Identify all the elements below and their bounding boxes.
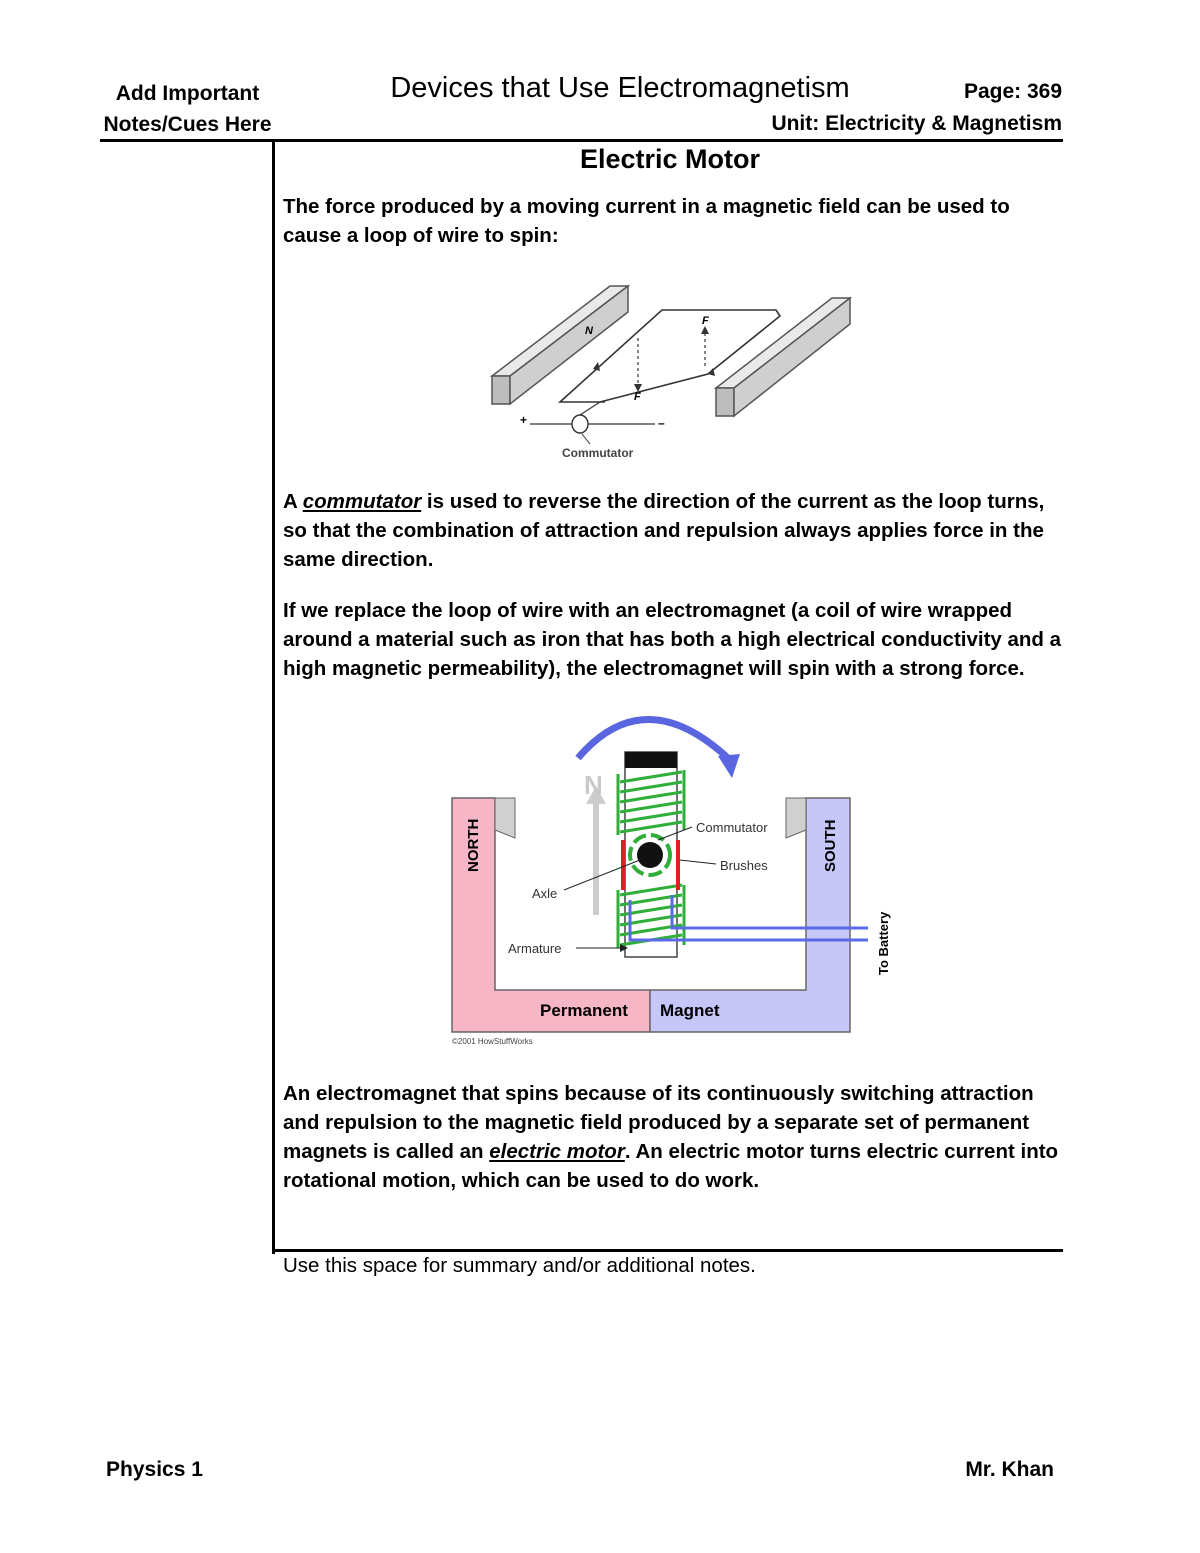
right-magnet-bar [716, 298, 850, 416]
motor-prefix: An electromagnet that spins because of its continuously switching attraction and repulsion to the magnetic field produced by a separate set of permanent magnets is called an [283, 1082, 1034, 1163]
north-label: NORTH [465, 818, 482, 872]
motor-rest: . An electric motor turns electric current into rotational motion, which can be used to do work. [283, 1140, 1059, 1192]
commutator-rest: is used to reverse the direction of the current as the loop turns, so that the combination of attraction and repulsion always applies force in the same direction. [283, 490, 1045, 571]
axle-label: Axle [532, 886, 558, 901]
force-label-bottom: F [634, 391, 641, 403]
field-n-label: N [584, 770, 603, 800]
commutator-prefix: A [283, 490, 303, 513]
footer-author: Mr. Khan [965, 1458, 1054, 1481]
motor-term: electric motor [489, 1140, 625, 1163]
electric-motor-diagram [440, 690, 900, 1055]
minus-terminal-label: – [658, 416, 665, 430]
paragraph-commutator [283, 487, 1068, 574]
page-number: Page: 369 [963, 80, 1062, 103]
permanent-label: Permanent [540, 1001, 628, 1020]
south-pole-shoe [786, 798, 806, 838]
commutator-ring [572, 415, 588, 433]
armature-label: Armature [508, 941, 562, 956]
cue-column-divider [272, 139, 275, 1254]
section-title: Electric Motor [579, 144, 761, 174]
axle [637, 842, 663, 868]
notes-cue-label-line1: Add Important [115, 82, 260, 105]
paragraph-force-loop: The force produced by a moving current in a magnetic field can be used to cause a loop of wire to spin: [283, 195, 1010, 247]
loop-wire-diagram [480, 276, 860, 466]
page-title: Devices that Use Electromagnetism [390, 72, 850, 104]
magnet-label: Magnet [660, 1001, 720, 1020]
force-label-top: F [702, 315, 709, 327]
brushes-label: Brushes [720, 858, 768, 873]
paragraph-electric-motor [283, 1079, 1068, 1195]
north-pole-shoe [495, 798, 515, 838]
magnet-n-label: N [585, 325, 593, 337]
footer-course: Physics 1 [106, 1458, 203, 1481]
paragraph-electromagnet: If we replace the loop of wire with an electromagnet (a coil of wire wrapped around a material such as iron that has both a high electrical conductivity and a high magnetic permeability), the electromagnet will spin with a strong force. [283, 599, 1062, 680]
commutator-caption: Commutator [562, 446, 634, 460]
south-label: SOUTH [822, 819, 839, 872]
commutator-term: commutator [302, 490, 422, 513]
armature-cap [625, 752, 677, 768]
commutator-label: Commutator [696, 820, 768, 835]
unit-label: Unit: Electricity & Magnetism [771, 112, 1062, 135]
figure-credit: ©2001 HowStuffWorks [452, 1037, 533, 1046]
header-divider [100, 139, 1063, 142]
to-battery-label: To Battery [876, 911, 891, 975]
summary-prompt: Use this space for summary and/or additional notes. [283, 1254, 756, 1277]
left-magnet-bar [492, 286, 628, 404]
notes-cue-label-line2: Notes/Cues Here [103, 113, 272, 136]
rotation-arrowhead [718, 754, 740, 778]
plus-terminal-label: + [520, 413, 528, 427]
